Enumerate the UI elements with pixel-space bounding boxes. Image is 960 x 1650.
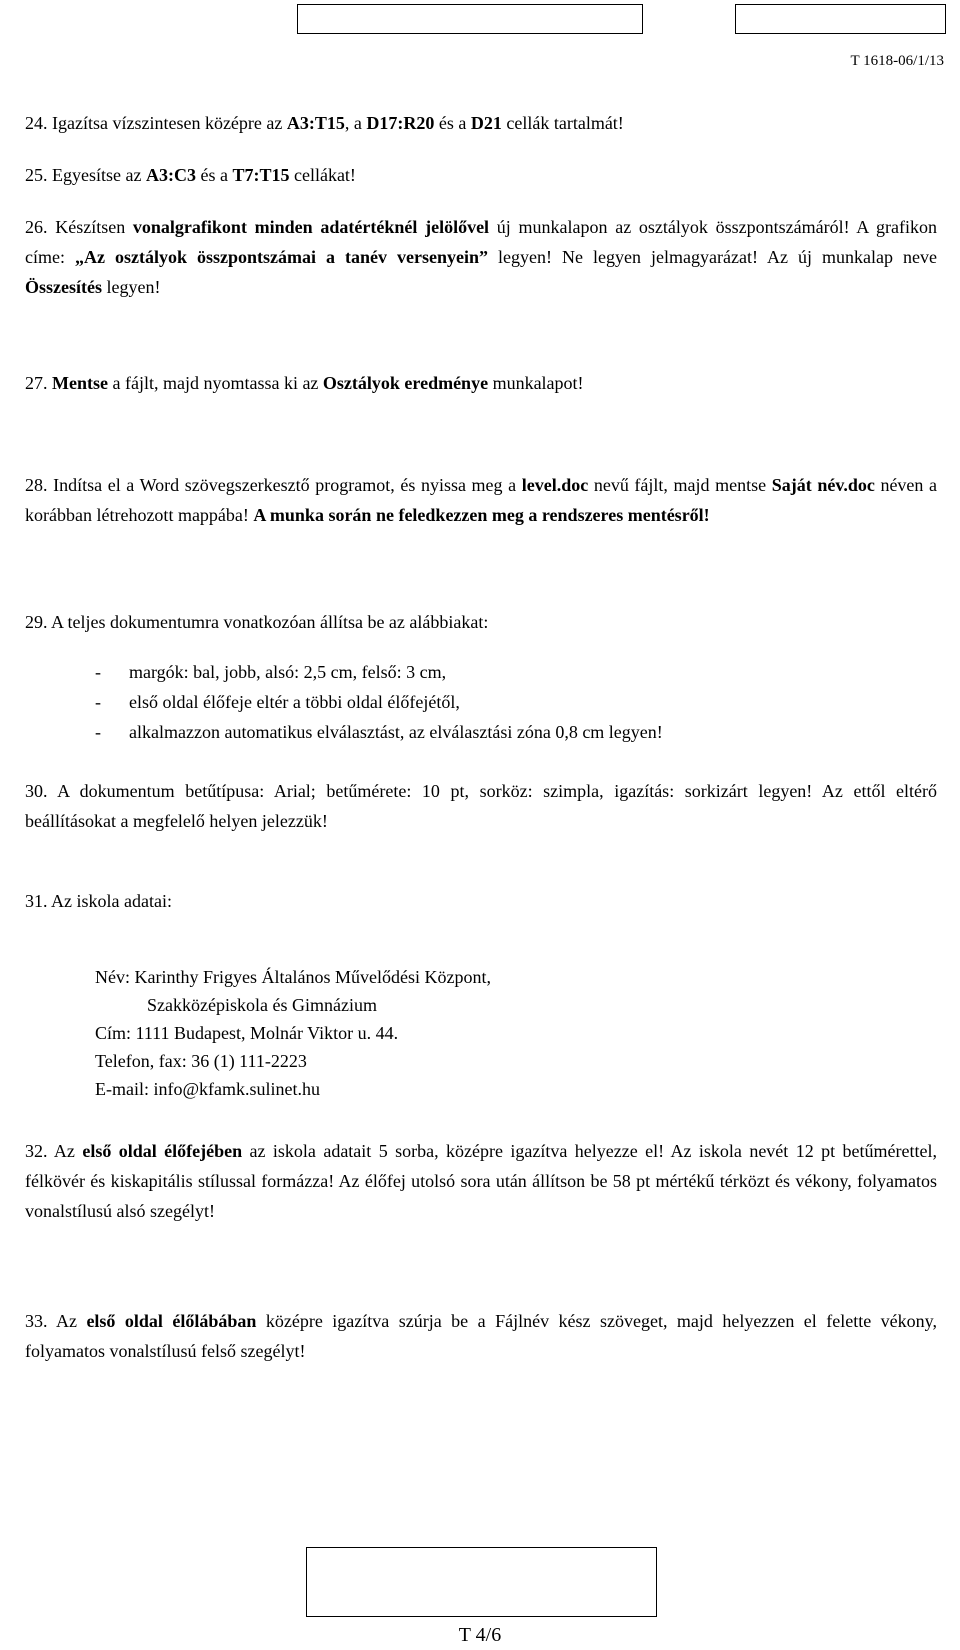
dash-bullet: - [95, 662, 101, 682]
item-number: 24. [25, 113, 48, 133]
list-item: - margók: bal, jobb, alsó: 2,5 cm, felső: 3 cm, [25, 657, 937, 687]
school-address-block: Név: Karinthy Frigyes Általános Művelődési Központ, Szakközépiskola és Gimnázium Cím: 1111 Budapest, Molnár Viktor u. 44. Telefon, fax: 36 (1) 111-2223 E-mail: info@kfamk.sulinet.hu [95, 967, 491, 1099]
item-30: 30. A dokumentum betűtípusa: Arial; betűmérete: 10 pt, sorköz: szimpla, igazítás: sorkizárt legyen! Az ettől eltérő beállításokat a megfelelő helyen jelezzük! [25, 781, 937, 831]
header-box-right [735, 4, 946, 34]
item-26: 26. Készítsen vonalgrafikont minden adatértéknél jelölővel új munkalapon az osztályok összpontszámáról! A grafikon címe: „Az osztályok összpontszámai a tanév versenyein” legyen! Ne legyen jelmagyarázat! Az új munkalap neve Összesítés legyen! [25, 217, 937, 297]
item-number: 29. [25, 612, 48, 632]
dash-bullet: - [95, 692, 101, 712]
item-number: 26. [25, 217, 48, 237]
page-number: T 4/6 [458, 1624, 502, 1646]
item-number: 31. [25, 891, 48, 911]
item-27: 27. Mentse a fájlt, majd nyomtassa ki az Osztályok eredménye munkalapot! [25, 373, 584, 393]
list-item: - alkalmazzon automatikus elválasztást, az elválasztási zóna 0,8 cm legyen! [25, 717, 937, 747]
item-25: 25. Egyesítse az A3:C3 és a T7:T15 cellákat! [25, 165, 356, 185]
item-33: 33. Az első oldal élőlábában középre igazítva szúrja be a Fájlnév kész szöveget, majd helyezzen el felette vékony, folyamatos vonalstílusú felső szegélyt! [25, 1311, 937, 1361]
item-24: 24. Igazítsa vízszintesen középre az A3:T15, a D17:R20 és a D21 cellák tartalmát! [25, 113, 624, 133]
list-item: - első oldal élőfeje eltér a többi oldal élőfejétől, [25, 687, 937, 717]
item-32: 32. Az első oldal élőfejében az iskola adatait 5 sorba, középre igazítva helyezze el! Az iskola nevét 12 pt betűmérettel, félkövér és kiskapitális stílussal formázza! Az élőfej utolsó sora után állítson be 58 pt mértékű térközt és vékony, folyamatos vonalstílusú alsó szegélyt! [25, 1141, 937, 1221]
item-number: 27. [25, 373, 48, 393]
footer-box [306, 1547, 657, 1617]
item-number: 30. [25, 781, 48, 801]
item-number: 25. [25, 165, 48, 185]
item-29: 29. A teljes dokumentumra vonatkozóan állítsa be az alábbiakat: - margók: bal, jobb, alsó: 2,5 cm, felső: 3 cm, - első oldal élőfeje eltér a többi oldal élőfejétől, - alkalmazzon automatikus elválasztást, az elválasztási zóna 0,8 cm legyen! [25, 607, 937, 747]
header-box-left [297, 4, 643, 34]
item-31: 31. Az iskola adatai: [25, 891, 172, 911]
item-number: 32. [25, 1141, 48, 1161]
item-28: 28. Indítsa el a Word szövegszerkesztő programot, és nyissa meg a level.doc nevű fájlt, majd mentse Saját név.doc néven a korábban létrehozott mappába! A munka során ne feledkezzen meg a rendszeres mentésről! [25, 475, 938, 525]
dash-bullet: - [95, 722, 101, 742]
item-number: 28. [25, 475, 48, 495]
item-number: 33. [25, 1311, 48, 1331]
document-code: T 1618-06/1/13 [850, 53, 944, 69]
